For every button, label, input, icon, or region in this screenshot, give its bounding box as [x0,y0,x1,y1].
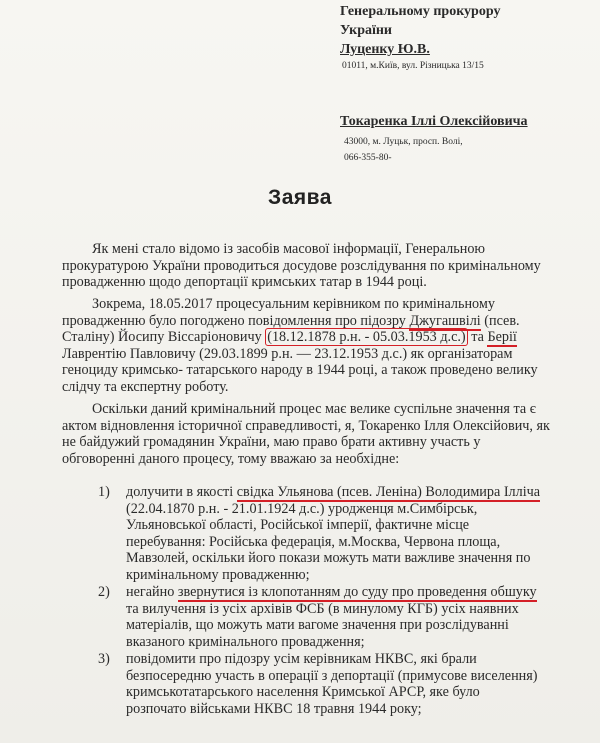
paragraph-3 [62,401,572,467]
p3-line: актом відновлення історичної справедливості, я, Токаренко Ілля Олексійович, як [62,417,550,434]
item-line: вказаного кримінального провадження; [126,633,365,650]
p2-line: геноциду кримсько- татарського народу в 1944 році, а також проведено велику [62,362,538,379]
document-title: Заява [268,186,332,209]
item-line: розпочато військами НКВС 18 травня 1944 року; [126,700,422,717]
highlight-witness: свідка Ульянова (псев. Леніна) Володимира Ілліча [236,484,541,500]
p2-text: (псев. [484,312,520,329]
item-line: Мавзолей, оскільки його покази можуть мати важливе значення по [126,550,531,567]
highlight-court-request: звернутися із клопотанням до суду про проведення обшуку [177,584,537,600]
item-line: та вилучення із усіх архівів ФСБ (в минулому КГБ) усіх наявних [126,600,519,617]
p1-line: провадженню щодо депортації кримських татар в 1944 році. [62,274,427,291]
p1-line: Як мені стало відомо із засобів масової інформації, Генеральною [92,241,486,257]
sender-block [340,112,528,165]
p2-line: слідчу та експертну роботу. [62,378,229,395]
highlight-beria: Берії [487,329,517,346]
sender-address: 43000, м. Луцьк, просп. Волі, [344,137,463,147]
recipient-address: 01011, м.Київ, вул. Різницька 13/15 [342,61,484,71]
item-text: негайно [126,584,175,600]
list-item-1 [98,484,567,584]
p1-line: прокуратурою України проводиться досудове розслідування по кримінальному [62,257,541,274]
p3-line: не байдужий громадянин України, маю право брати активну участь у [62,434,481,451]
p2-text: провадженню було погоджено повідомлення про підозру [62,312,406,329]
recipient-name: Луценку Ю.В. [340,42,430,57]
item-line: кримськотатарського населення Кримської АРСР, яке було [126,684,480,701]
list-item-3 [98,651,567,717]
p2-text: та [471,329,484,346]
p3-line: Оскільки даний кримінальний процес має велике суспільне значення та є [92,401,536,417]
list-number: 3) [98,651,110,667]
highlight-dates: (18.12.1878 р.н. - 05.03.1953 д.с.) [267,329,466,346]
p2-line: Зокрема, 18.05.2017 процесуальним керівником по кримінальному [92,296,495,312]
paragraph-2 [62,296,572,396]
sender-name: Токаренка Іллі Олексійовича [340,114,528,129]
sender-phone: 066-355-80- [344,153,392,163]
p2-line: Лаврентію Павловичу (29.03.1899 р.н. — 23.12.1953 д.с.) як організаторам [62,345,513,362]
p2-text: Сталіну) Йосипу Віссаріоновичу [62,329,262,346]
recipient-line-1: Генеральному прокурору [340,4,501,19]
item-line: (22.04.1870 р.н. - 21.01.1924 д.с.) уродженця м.Симбірськ, [126,500,478,517]
item-line: кримінальному провадженню; [126,566,310,583]
item-text: долучити в якості [126,484,234,500]
paragraph-1 [62,241,572,291]
list-item-2 [98,584,567,650]
recipient-line-2: України [340,23,393,38]
item-line: Ульяновської області, Російської імперії, фактичне місце [126,517,470,534]
p3-line: обговоренні даного процесу, тому вважаю за необхідне: [62,450,400,467]
item-line: безпосередню участь в операції з депортації (примусове виселення) [126,667,538,684]
list-number: 1) [98,484,110,500]
highlight-dzhugashvili: Джугашвілі [409,312,481,329]
item-line: матеріалів, що можуть мати вагоме значення при розслідуванні [126,617,509,634]
item-line: перебування: Російська федерація, м.Москва, Червона площа, [126,533,501,550]
item-line: повідомити про підозру усім керівникам НКВС, які брали [126,651,477,667]
list-number: 2) [98,584,110,600]
recipient-block [340,2,500,73]
